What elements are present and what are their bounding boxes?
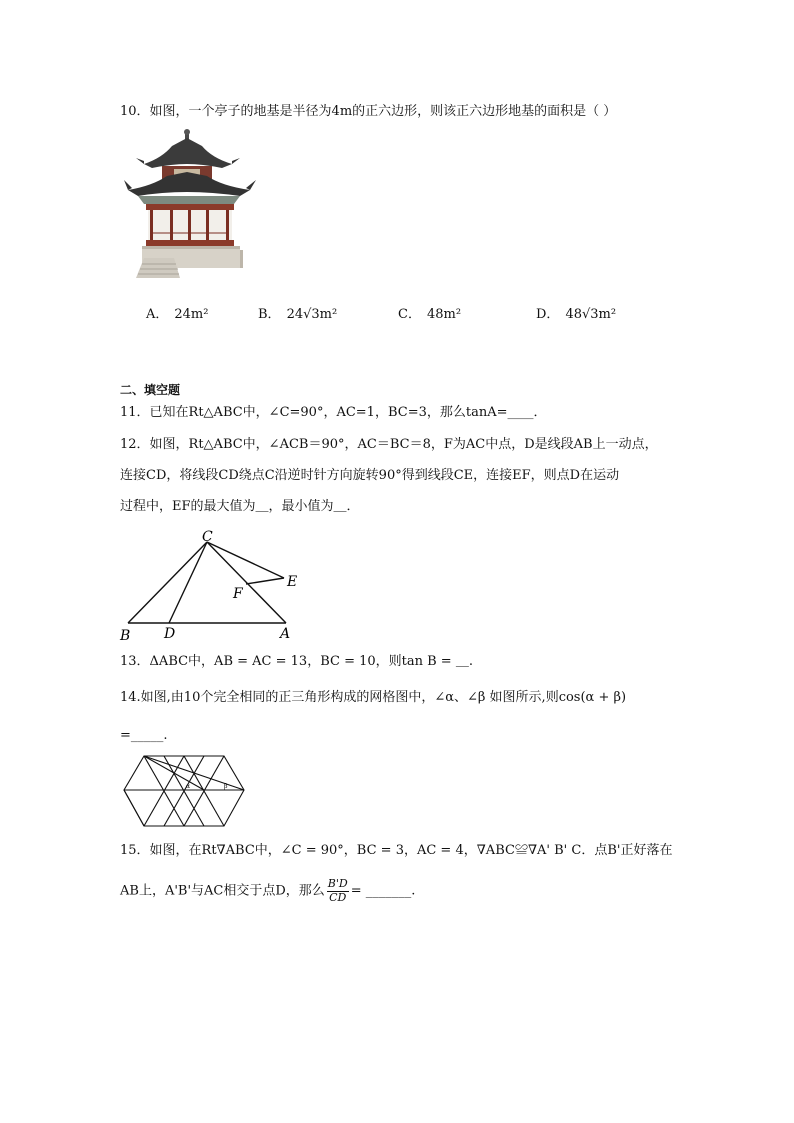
q13-text: 13．ΔABC中，AB = AC = 13，BC = 10，则tan B = ＿. xyxy=(120,654,473,669)
label-e: E xyxy=(287,574,298,590)
q15-line2-start: AB上，A'B'与AC相交于点D，那么 xyxy=(120,883,325,899)
option-c-label: C． xyxy=(398,307,421,322)
q14-triangle-grid xyxy=(120,754,250,830)
option-d-value: 48√3m² xyxy=(565,307,617,322)
q15-line1: 15．如图，在Rt∇ABC中，∠C = 90°，BC = 3，AC = 4，∇ABC≌∇A' B' C．点B'正好落在 xyxy=(120,843,673,858)
label-b: B xyxy=(120,628,131,644)
q12-line3: 过程中，EF的最大值为＿，最小值为＿． xyxy=(120,499,360,514)
label-beta: β xyxy=(224,783,228,790)
label-alpha: α xyxy=(186,783,191,790)
option-a-label: A． xyxy=(146,307,169,322)
q10-option-b[interactable] xyxy=(258,308,337,321)
q12-line2: 连接CD，将线段CD绕点C沿逆时针方向旋转90°得到线段CE，连接EF，则点D在运动 xyxy=(120,468,620,483)
label-a: A xyxy=(280,626,291,642)
pavilion-image xyxy=(122,128,262,288)
q10-option-c[interactable] xyxy=(398,308,461,321)
q12-triangle-figure xyxy=(116,528,316,644)
q14-line1: 14.如图,由10个完全相同的正三角形构成的网格图中，∠α、∠β 如图所示,则cos(α + β) xyxy=(120,690,627,705)
label-d: D xyxy=(164,626,176,642)
label-c: C xyxy=(202,529,213,545)
fraction-denominator: CD xyxy=(329,890,347,904)
q10-option-a[interactable] xyxy=(146,308,208,321)
option-a-value: 24m² xyxy=(174,307,209,322)
q15-fraction xyxy=(327,878,349,904)
q11-text: 11．已知在Rt△ABC中，∠C=90°，AC=1，BC=3，那么tanA=____． xyxy=(120,405,547,420)
option-d-label: D． xyxy=(536,307,560,322)
q10-option-d[interactable] xyxy=(536,308,616,321)
section-title: 二、填空题 xyxy=(120,383,181,397)
q15-line2 xyxy=(120,878,415,904)
q12-line1: 12．如图，Rt△ABC中，∠ACB＝90°，AC＝BC＝8，F为AC中点，D是线段AB上一动点， xyxy=(120,437,658,452)
label-f: F xyxy=(233,586,243,602)
q10-stem: 10．如图，一个亭子的地基是半径为4m的正六边形，则该正六边形地基的面积是（ ） xyxy=(120,104,617,119)
option-b-value: 24√3m² xyxy=(286,307,338,322)
q15-line2-end: = _______. xyxy=(350,883,416,899)
option-c-value: 48m² xyxy=(426,307,462,322)
option-b-label: B． xyxy=(258,307,281,322)
q14-line2: =_____. xyxy=(120,728,168,743)
fraction-numerator: B'D xyxy=(327,877,348,890)
